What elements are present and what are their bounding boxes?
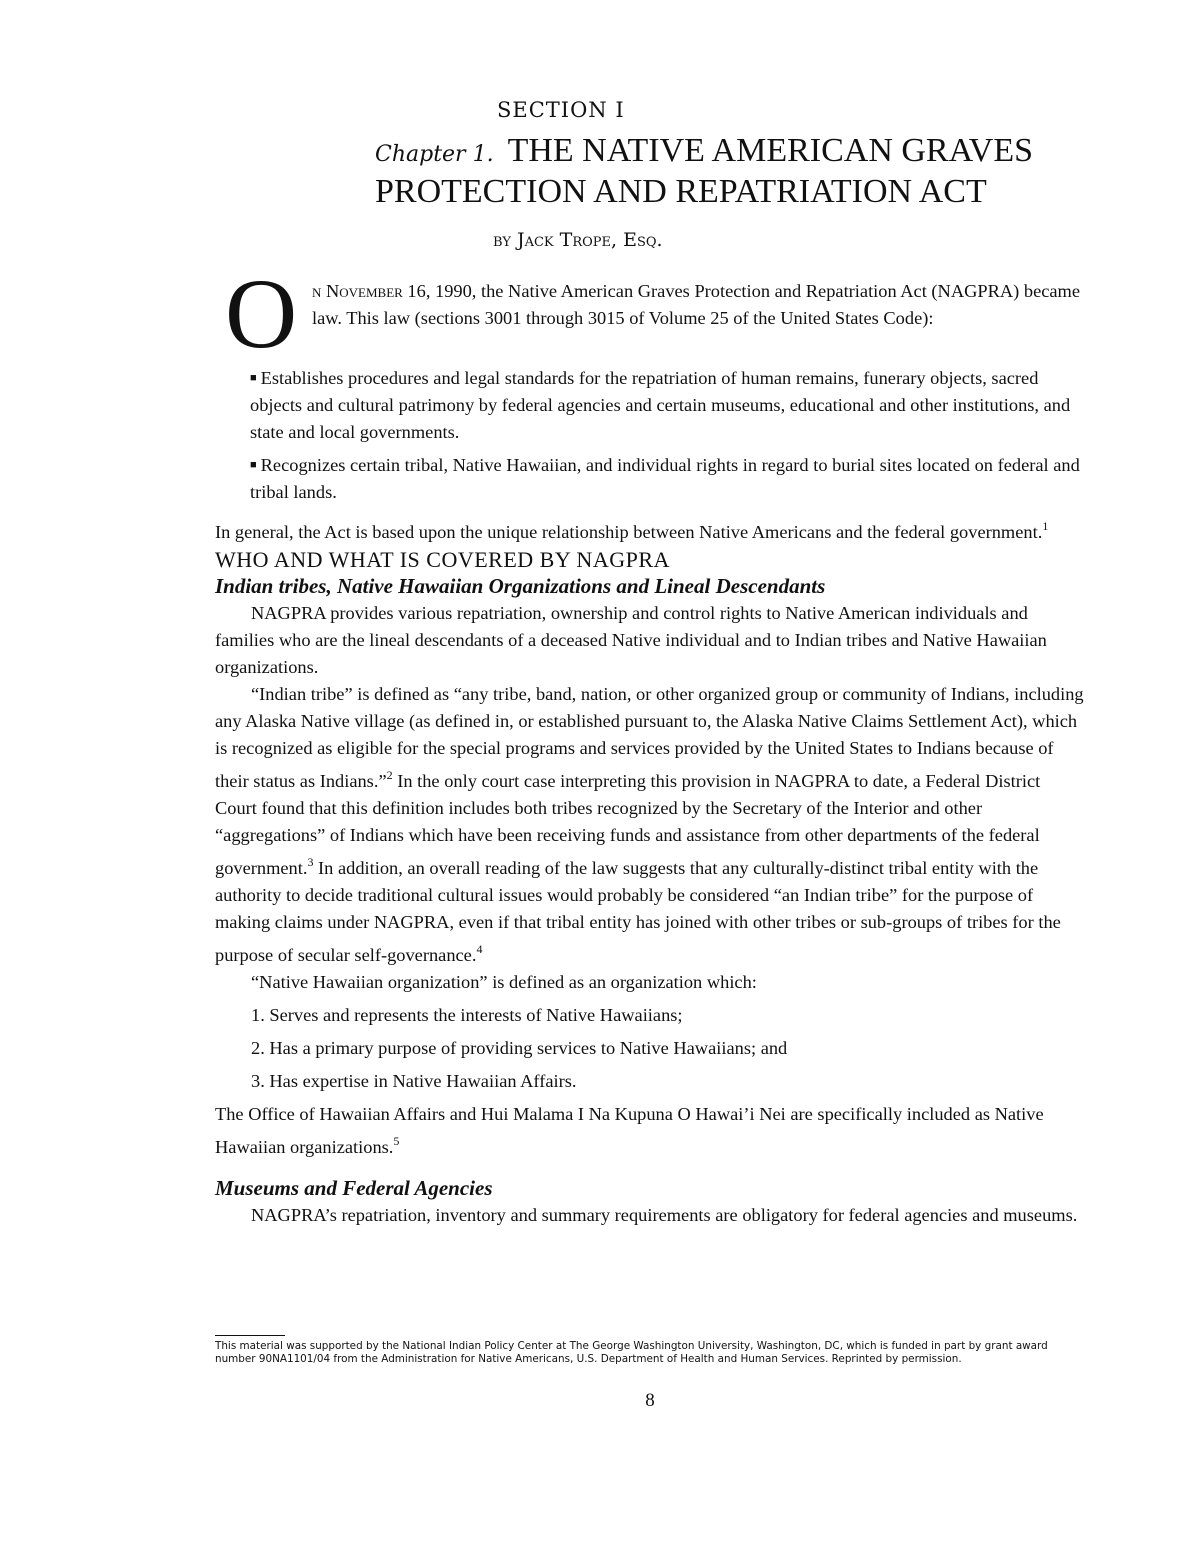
- title-line-2: PROTECTION AND REPATRIATION ACT: [375, 173, 987, 210]
- list-item: 1. Serves and represents the interests of Native Hawaiians;: [251, 1005, 683, 1025]
- paragraph-text: “Indian tribe” is defined as “any tribe, band, nation, or other organized group or community of Indians, including any Alaska Native village (as defined in, or established pursuant to, the Alaska Native Claims Settlement Act), which is recognized as eligible for the special programs and services provided by the United States to Indians because of their status as Indians.”: [215, 684, 1084, 791]
- chapter-title: [375, 132, 1033, 170]
- footnote-ref: 5: [393, 1134, 400, 1148]
- paragraph-ohai: [215, 1101, 1085, 1161]
- footnote-ref: 1: [1042, 519, 1049, 533]
- drop-cap: O: [225, 258, 298, 369]
- bullet-text: Establishes procedures and legal standards for the repatriation of human remains, funerary objects, sacred objects and cultural patrimony by federal agencies and certain museums, educational and other institutions, and state and local governments.: [250, 368, 1071, 442]
- list-item: [250, 365, 1090, 446]
- bullet-square-icon: ■: [250, 372, 257, 384]
- general-paragraph: [215, 513, 1085, 546]
- footnote: This material was supported by the National Indian Policy Center at The George Washington University, Washington, DC, which is funded in part by grant award number 90NA1101/04 from the Administration for Native Americans, U.S. Department of Health and Human Services. Reprinted by permission.: [215, 1340, 1048, 1365]
- subheading-tribes: Indian tribes, Native Hawaiian Organizations and Lineal Descendants: [215, 574, 826, 598]
- chapter-prefix: Chapter 1.: [375, 142, 494, 167]
- paragraph-text: The Office of Hawaiian Affairs and Hui Malama I Na Kupuna O Hawai’i Nei are specifically included as Native Hawaiian organizations.: [215, 1104, 1044, 1157]
- paragraph-indian-tribe: [215, 681, 1085, 969]
- paragraph-text: In addition, an overall reading of the law suggests that any culturally-distinct tribal entity with the authority to decide traditional cultural issues would probably be considered “an Indian tribe” for the purpose of making claims under NAGPRA, even if that tribal entity has joined with other tribes or sub-groups of tribes for the purpose of secular self-governance.: [215, 858, 1061, 965]
- intro-paragraph: [312, 278, 1085, 332]
- paragraph-museums: NAGPRA’s repatriation, inventory and summary requirements are obligatory for federal agencies and museums.: [251, 1205, 1078, 1225]
- list-item: [250, 452, 1090, 506]
- footnote-divider: [215, 1335, 285, 1336]
- paragraph-nagpra-rights: NAGPRA provides various repatriation, ownership and control rights to Native American individuals and families who are the lineal descendants of a deceased Native individual and to Indian tribes and Native Hawaiian organizations.: [215, 603, 1047, 677]
- byline: by Jack Trope, Esq.: [493, 229, 663, 251]
- bullet-list: [250, 365, 1090, 512]
- paragraph-native-hawaiian: “Native Hawaiian organization” is defined as an organization which:: [251, 972, 757, 992]
- paragraph-text: In the only court case interpreting this provision in NAGPRA to date, a Federal District Court found that this definition includes both tribes recognized by the Secretary of the Interior and other “aggregations” of Indians which have been receiving funds and assistance from other departments of the federal government.: [215, 771, 1041, 878]
- footnote-ref: 2: [386, 768, 393, 782]
- subheading-museums: Museums and Federal Agencies: [215, 1176, 493, 1200]
- title-line-1: THE NATIVE AMERICAN GRAVES: [507, 132, 1034, 169]
- footnote-ref: 3: [307, 855, 314, 869]
- document-page: [215, 0, 1085, 1553]
- section-heading: WHO AND WHAT IS COVERED BY NAGPRA: [215, 547, 670, 572]
- section-label: SECTION I: [497, 98, 625, 122]
- footnote-ref: 4: [476, 942, 483, 956]
- page-number: 8: [645, 1390, 655, 1411]
- bullet-text: Recognizes certain tribal, Native Hawaiian, and individual rights in regard to burial sites located on federal and tribal lands.: [250, 455, 1080, 502]
- intro-lead: n November: [312, 281, 403, 301]
- intro-text: 16, 1990, the Native American Graves Protection and Repatriation Act (NAGPRA) became law. This law (sections 3001 through 3015 of Volume 25 of the United States Code):: [312, 281, 1081, 328]
- body-text: [215, 513, 1085, 1229]
- bullet-square-icon: ■: [250, 459, 257, 471]
- list-item: 2. Has a primary purpose of providing services to Native Hawaiians; and: [251, 1038, 788, 1058]
- general-text: In general, the Act is based upon the unique relationship between Native Americans and the federal government.: [215, 522, 1043, 542]
- list-item: 3. Has expertise in Native Hawaiian Affairs.: [251, 1071, 577, 1091]
